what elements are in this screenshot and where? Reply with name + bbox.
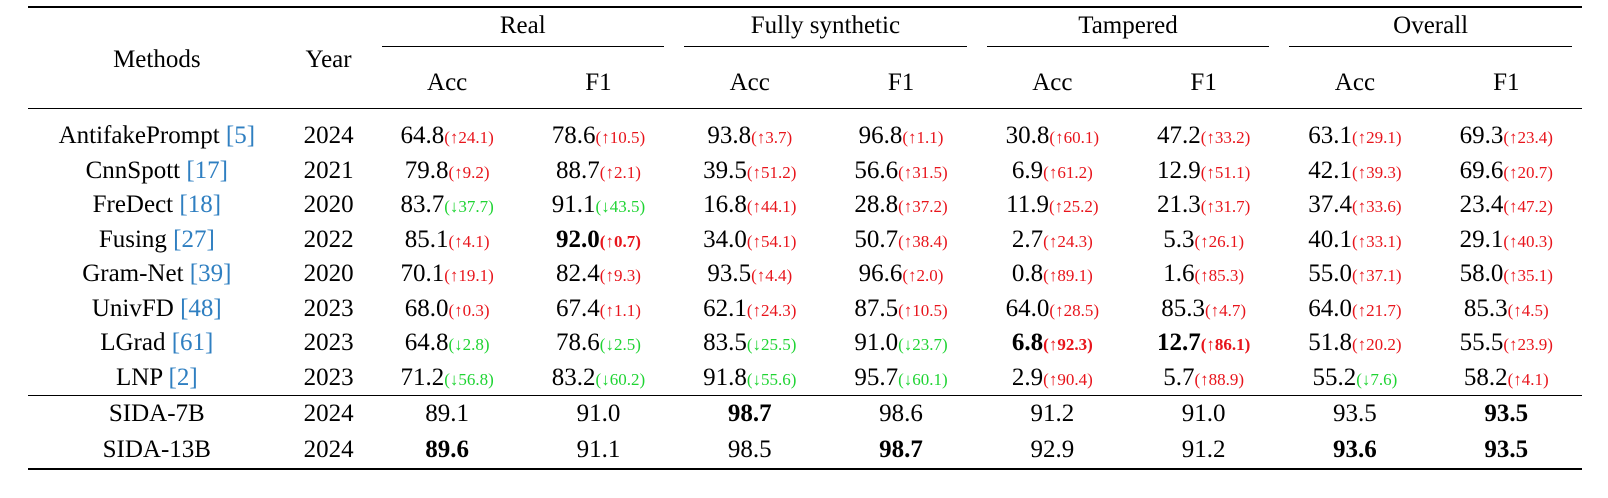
metric-value: 55.0 [1308, 260, 1352, 288]
method-cell [28, 154, 286, 189]
year-cell: 2023 [303, 329, 354, 357]
method-name: UnivFD [91, 294, 181, 322]
method-cell [28, 361, 286, 396]
metric-delta: ↓25.5 [752, 335, 791, 355]
metric-cell: 6.9(↑61.2) [1011, 156, 1093, 184]
metric-value: 5.3 [1163, 225, 1195, 253]
table-row [28, 396, 1582, 433]
method-name: FreDect [92, 191, 180, 219]
metric-delta: ↑4.5 [1513, 300, 1544, 320]
metric-cell: 0.8(↑89.1) [1011, 260, 1093, 288]
metric-delta: ↑24.3 [1048, 231, 1088, 251]
citation-link[interactable]: [5] [225, 122, 256, 150]
metric-delta: ↑89.1 [1048, 266, 1088, 286]
metric-value: 88.7 [556, 156, 600, 184]
metric-value: 69.3 [1459, 122, 1504, 150]
metric-delta: ↑4.4 [756, 266, 787, 286]
results-table [28, 6, 1582, 470]
metric-value: 96.8 [858, 122, 903, 150]
metric-delta: ↑9.2 [454, 162, 484, 182]
metric-value: 95.7 [854, 363, 899, 391]
sida-rows [28, 396, 1582, 470]
metric-delta: ↑1.1 [605, 300, 636, 320]
metric-cell: 88.7(↑2.1) [556, 156, 641, 184]
metric-delta: ↑20.7 [1509, 162, 1548, 182]
metric-value: 98.5 [727, 436, 772, 463]
metric-value: 64.0 [1005, 294, 1050, 322]
metric-delta: ↑54.1 [752, 231, 791, 251]
metric-cell: 91.0(↓23.7) [854, 329, 948, 357]
header-acc: Acc [729, 69, 770, 96]
metric-delta: ↑88.9 [1200, 369, 1239, 389]
header-group-fully-synthetic: Fully synthetic [674, 7, 977, 58]
metric-value: 79.8 [404, 156, 449, 184]
header-group-real: Real [372, 7, 675, 58]
header-f1: F1 [585, 69, 612, 96]
metric-cell: 69.3(↑23.4) [1459, 122, 1553, 150]
header-acc: Acc [427, 69, 468, 96]
metric-cell: 5.7(↑88.9) [1163, 363, 1245, 391]
metric-value: 91.1 [576, 436, 621, 463]
metric-cell: 39.5(↑51.2) [703, 156, 797, 184]
metric-cell: 2.7(↑24.3) [1011, 225, 1093, 253]
year-cell: 2022 [303, 225, 354, 253]
metric-delta: ↑2.0 [908, 266, 938, 286]
metric-delta: ↑85.3 [1200, 266, 1239, 286]
metric-cell: 87.5(↑10.5) [854, 294, 948, 322]
metric-delta: ↓37.7 [449, 197, 489, 217]
metric-value: 91.2 [1181, 436, 1226, 463]
metric-cell: 12.9(↑51.1) [1156, 156, 1251, 184]
metric-delta: ↑47.2 [1509, 197, 1548, 217]
metric-cell: 64.8(↓2.8) [404, 329, 490, 357]
metric-delta: ↓7.6 [1361, 369, 1392, 389]
citation-link[interactable]: [2] [168, 363, 198, 391]
metric-value: 93.5 [707, 260, 752, 288]
metric-value: 70.1 [400, 260, 445, 288]
metric-cell: 83.2(↓60.2) [551, 363, 646, 391]
year-cell: 2023 [303, 294, 354, 322]
table-row [28, 326, 1582, 361]
metric-value: 64.8 [404, 329, 449, 357]
table-row [28, 361, 1582, 396]
method-cell [28, 326, 286, 361]
metric-delta: ↑26.1 [1200, 231, 1239, 251]
metric-delta: ↑2.1 [605, 162, 636, 182]
metric-cell: 85.1(↑4.1) [404, 225, 490, 253]
metric-cell: 96.6(↑2.0) [858, 260, 944, 288]
metric-delta: ↑3.7 [756, 128, 787, 148]
metric-value: 58.2 [1463, 363, 1508, 391]
metric-cell: 93.5(↑4.4) [707, 260, 793, 288]
metric-cell: 40.1(↑33.1) [1308, 225, 1402, 253]
metric-value: 12.7 [1156, 329, 1201, 357]
metric-cell: 50.7(↑38.4) [854, 225, 948, 253]
metric-value: 6.8 [1011, 329, 1044, 357]
year-cell: 2021 [303, 156, 354, 184]
metric-cell: 11.9(↑25.2) [1006, 191, 1099, 219]
table-row [28, 223, 1582, 258]
metric-delta: ↑4.1 [1513, 369, 1544, 389]
header-year: Year [286, 7, 372, 109]
metric-value: 98.7 [727, 400, 772, 427]
metric-cell: 92.0(↑0.7) [556, 225, 641, 253]
metric-cell: 6.8(↑92.3) [1011, 329, 1093, 357]
metric-cell: 42.1(↑39.3) [1308, 156, 1402, 184]
metric-value: 21.3 [1156, 191, 1201, 219]
metric-value: 83.7 [400, 191, 445, 219]
metric-cell: 64.0(↑28.5) [1005, 294, 1099, 322]
metric-cell: 16.8(↑44.1) [703, 191, 797, 219]
metric-cell: 29.1(↑40.3) [1459, 225, 1553, 253]
metric-value: 39.5 [703, 156, 747, 184]
metric-delta: ↓23.7 [903, 335, 943, 355]
metric-delta: ↑21.7 [1357, 300, 1396, 320]
metric-delta: ↑39.3 [1357, 162, 1396, 182]
metric-delta: ↑25.2 [1054, 197, 1093, 217]
metric-delta: ↑51.2 [752, 162, 791, 182]
metric-value: 93.5 [1484, 400, 1529, 427]
metric-cell: 70.1(↑19.1) [400, 260, 494, 288]
metric-cell: 69.6(↑20.7) [1459, 156, 1553, 184]
metric-delta: ↑10.5 [601, 128, 640, 148]
metric-cell: 64.8(↑24.1) [400, 122, 494, 150]
citation-link[interactable]: [39] [189, 260, 232, 288]
metric-cell: 37.4(↑33.6) [1308, 191, 1402, 219]
metric-delta: ↑33.1 [1357, 231, 1396, 251]
metric-cell: 55.5(↑23.9) [1459, 329, 1553, 357]
metric-value: 68.0 [404, 294, 449, 322]
method-cell [28, 109, 286, 154]
metric-cell: 5.3(↑26.1) [1163, 225, 1245, 253]
metric-cell: 55.2(↓7.6) [1312, 363, 1398, 391]
method-name: Gram-Net [82, 260, 190, 288]
metric-delta: ↑4.7 [1210, 300, 1241, 320]
metric-value: 92.0 [556, 225, 600, 253]
metric-value: 42.1 [1308, 156, 1352, 184]
metric-value: 93.6 [1333, 436, 1377, 463]
metric-cell: 96.8(↑1.1) [858, 122, 944, 150]
metric-value: 40.1 [1308, 225, 1352, 253]
metric-cell: 47.2(↑33.2) [1156, 122, 1251, 150]
metric-delta: ↓56.8 [449, 369, 489, 389]
metric-delta: ↓55.6 [752, 369, 791, 389]
metric-value: 51.8 [1308, 329, 1352, 357]
metric-value: 78.6 [551, 122, 596, 150]
metric-cell: 93.8(↑3.7) [707, 122, 793, 150]
metric-cell: 91.1(↓43.5) [551, 191, 646, 219]
metric-value: 64.8 [400, 122, 445, 150]
table-row [28, 257, 1582, 292]
metric-delta: ↑61.2 [1048, 162, 1088, 182]
metric-value: 63.1 [1308, 122, 1352, 150]
metric-cell: 71.2(↓56.8) [400, 363, 494, 391]
metric-value: 92.9 [1030, 436, 1075, 463]
metric-cell: 63.1(↑29.1) [1308, 122, 1402, 150]
year-cell: 2024 [303, 436, 354, 463]
metric-cell: 30.8(↑60.1) [1005, 122, 1099, 150]
metric-delta: ↑33.6 [1357, 197, 1396, 217]
metric-value: 64.0 [1308, 294, 1352, 322]
metric-cell: 95.7(↓60.1) [854, 363, 948, 391]
metric-delta: ↑40.3 [1509, 231, 1548, 251]
citation-link[interactable]: [48] [180, 294, 222, 322]
metric-value: 62.1 [703, 294, 747, 322]
metric-delta: ↑29.1 [1357, 128, 1396, 148]
metric-value: 67.4 [556, 294, 600, 322]
header-group-overall: Overall [1279, 7, 1582, 58]
metric-cell: 79.8(↑9.2) [404, 156, 490, 184]
header-acc: Acc [1032, 69, 1073, 96]
metric-value: 29.1 [1459, 225, 1504, 253]
metric-cell: 23.4(↑47.2) [1459, 191, 1553, 219]
table-row [28, 154, 1582, 189]
metric-value: 71.2 [400, 363, 445, 391]
citation-link[interactable]: [61] [171, 329, 214, 357]
metric-value: 93.5 [1333, 400, 1377, 427]
table-row [28, 188, 1582, 223]
metric-value: 2.9 [1011, 363, 1044, 391]
header-methods: Methods [28, 7, 286, 109]
metric-delta: ↑10.5 [903, 300, 943, 320]
metric-value: 56.6 [854, 156, 899, 184]
metric-value: 16.8 [703, 191, 747, 219]
metric-value: 91.1 [551, 191, 596, 219]
citation-link[interactable]: [18] [179, 191, 222, 219]
metric-value: 87.5 [854, 294, 899, 322]
metric-delta: ↓43.5 [601, 197, 640, 217]
metric-value: 91.8 [703, 363, 747, 391]
year-cell: 2023 [303, 363, 354, 391]
table-row [28, 432, 1582, 469]
method-cell [28, 223, 286, 258]
metric-value: 85.3 [1161, 294, 1205, 322]
metric-cell: 58.2(↑4.1) [1463, 363, 1549, 391]
metric-delta: ↑92.3 [1048, 335, 1088, 355]
metric-value: 2.7 [1011, 225, 1044, 253]
metric-value: 83.2 [551, 363, 596, 391]
header-f1: F1 [1190, 69, 1217, 96]
metric-cell: 1.6(↑85.3) [1163, 260, 1245, 288]
metric-value: 55.2 [1312, 363, 1357, 391]
year-cell: 2024 [303, 122, 354, 150]
metric-value: 28.8 [854, 191, 899, 219]
metric-delta: ↑90.4 [1048, 369, 1088, 389]
metric-cell: 64.0(↑21.7) [1308, 294, 1402, 322]
metric-value: 91.0 [576, 400, 621, 427]
metric-value: 96.6 [858, 260, 903, 288]
method-cell [28, 188, 286, 223]
metric-delta: ↑19.1 [449, 266, 489, 286]
citation-link[interactable]: [27] [173, 225, 215, 253]
metric-value: 98.6 [879, 400, 923, 427]
header-acc: Acc [1334, 69, 1376, 96]
metric-value: 0.8 [1011, 260, 1044, 288]
metric-delta: ↑86.1 [1206, 335, 1245, 355]
metric-value: 1.6 [1163, 260, 1195, 288]
method-name: LNP [115, 363, 169, 391]
metric-delta: ↑9.3 [605, 266, 636, 286]
metric-cell: 62.1(↑24.3) [703, 294, 797, 322]
metric-delta: ↓2.8 [454, 335, 484, 355]
metric-value: 69.6 [1459, 156, 1504, 184]
metric-value: 82.4 [556, 260, 600, 288]
metric-delta: ↑4.1 [454, 231, 484, 251]
year-cell: 2020 [303, 260, 354, 288]
metric-cell: 28.8(↑37.2) [854, 191, 948, 219]
metric-cell: 82.4(↑9.3) [556, 260, 641, 288]
metric-delta: ↑35.1 [1509, 266, 1548, 286]
metric-cell: 78.6(↓2.5) [556, 329, 641, 357]
metric-value: 93.5 [1484, 436, 1529, 463]
metric-delta: ↑20.2 [1357, 335, 1396, 355]
method-name: LGrad [100, 329, 172, 357]
metric-delta: ↑0.7 [605, 231, 636, 251]
metric-value: 78.6 [556, 329, 600, 357]
metric-delta: ↓60.1 [903, 369, 943, 389]
metric-value: 34.0 [703, 225, 747, 253]
metric-value: 11.9 [1006, 191, 1049, 219]
metric-cell: 83.5(↓25.5) [703, 329, 797, 357]
metric-delta: ↓2.5 [605, 335, 636, 355]
metric-delta: ↑33.2 [1206, 128, 1245, 148]
method-cell [28, 257, 286, 292]
metric-delta: ↑1.1 [908, 128, 938, 148]
metric-delta: ↑24.1 [449, 128, 489, 148]
metric-value: 58.0 [1459, 260, 1504, 288]
metric-cell: 83.7(↓37.7) [400, 191, 494, 219]
metric-delta: ↑23.9 [1509, 335, 1548, 355]
metric-value: 91.2 [1030, 400, 1075, 427]
header-f1: F1 [1493, 69, 1520, 96]
metric-value: 91.0 [854, 329, 899, 357]
metric-delta: ↑37.2 [903, 197, 943, 217]
method-name: SIDA-13B [102, 436, 211, 463]
metric-value: 30.8 [1005, 122, 1050, 150]
metric-delta: ↑31.5 [903, 162, 943, 182]
metric-delta: ↑23.4 [1509, 128, 1548, 148]
year-cell: 2020 [303, 191, 354, 219]
metric-delta: ↑60.1 [1055, 128, 1094, 148]
metric-cell: 85.3(↑4.7) [1161, 294, 1247, 322]
metric-value: 98.7 [879, 436, 923, 463]
metric-cell: 51.8(↑20.2) [1308, 329, 1402, 357]
metric-cell: 55.0(↑37.1) [1308, 260, 1402, 288]
metric-value: 6.9 [1011, 156, 1044, 184]
metric-delta: ↑31.7 [1206, 197, 1245, 217]
method-name: AntifakePrompt [58, 122, 226, 150]
metric-cell: 34.0(↑54.1) [703, 225, 797, 253]
metric-cell: 78.6(↑10.5) [551, 122, 646, 150]
metric-delta: ↑0.3 [454, 300, 484, 320]
metric-cell: 58.0(↑35.1) [1459, 260, 1553, 288]
header-f1: F1 [887, 69, 915, 96]
metric-value: 23.4 [1459, 191, 1504, 219]
metric-value: 89.1 [425, 400, 470, 427]
metric-value: 47.2 [1156, 122, 1201, 150]
metric-value: 5.7 [1163, 363, 1195, 391]
metric-delta: ↓60.2 [601, 369, 640, 389]
metric-cell: 56.6(↑31.5) [854, 156, 948, 184]
metric-value: 50.7 [854, 225, 899, 253]
table-row [28, 292, 1582, 327]
metric-value: 55.5 [1459, 329, 1504, 357]
metric-delta: ↑38.4 [903, 231, 943, 251]
metric-value: 83.5 [703, 329, 747, 357]
metric-cell: 12.7(↑86.1) [1156, 329, 1251, 357]
metric-cell: 21.3(↑31.7) [1156, 191, 1251, 219]
year-cell: 2024 [303, 400, 354, 427]
metric-delta: ↑51.1 [1206, 162, 1245, 182]
method-name: Fusing [98, 225, 174, 253]
citation-link[interactable]: [17] [186, 156, 228, 184]
metric-value: 12.9 [1156, 156, 1201, 184]
metric-delta: ↑44.1 [752, 197, 791, 217]
header-row-groups [28, 7, 1582, 58]
metric-value: 85.1 [404, 225, 449, 253]
header-group-tampered: Tampered [977, 7, 1280, 58]
baseline-rows [28, 109, 1582, 396]
metric-cell: 67.4(↑1.1) [556, 294, 641, 322]
metric-value: 85.3 [1463, 294, 1508, 322]
metric-cell: 68.0(↑0.3) [404, 294, 490, 322]
metric-cell: 85.3(↑4.5) [1463, 294, 1549, 322]
method-cell [28, 292, 286, 327]
metric-cell: 91.8(↓55.6) [703, 363, 797, 391]
metric-cell: 2.9(↑90.4) [1011, 363, 1093, 391]
method-name: CnnSpott [85, 156, 187, 184]
metric-delta: ↑28.5 [1055, 300, 1094, 320]
metric-delta: ↑24.3 [752, 300, 791, 320]
metric-value: 37.4 [1308, 191, 1352, 219]
table-row [28, 109, 1582, 154]
metric-delta: ↑37.1 [1357, 266, 1396, 286]
method-name: SIDA-7B [108, 400, 205, 427]
metric-value: 89.6 [425, 436, 470, 463]
metric-value: 91.0 [1181, 400, 1226, 427]
metric-value: 93.8 [707, 122, 752, 150]
